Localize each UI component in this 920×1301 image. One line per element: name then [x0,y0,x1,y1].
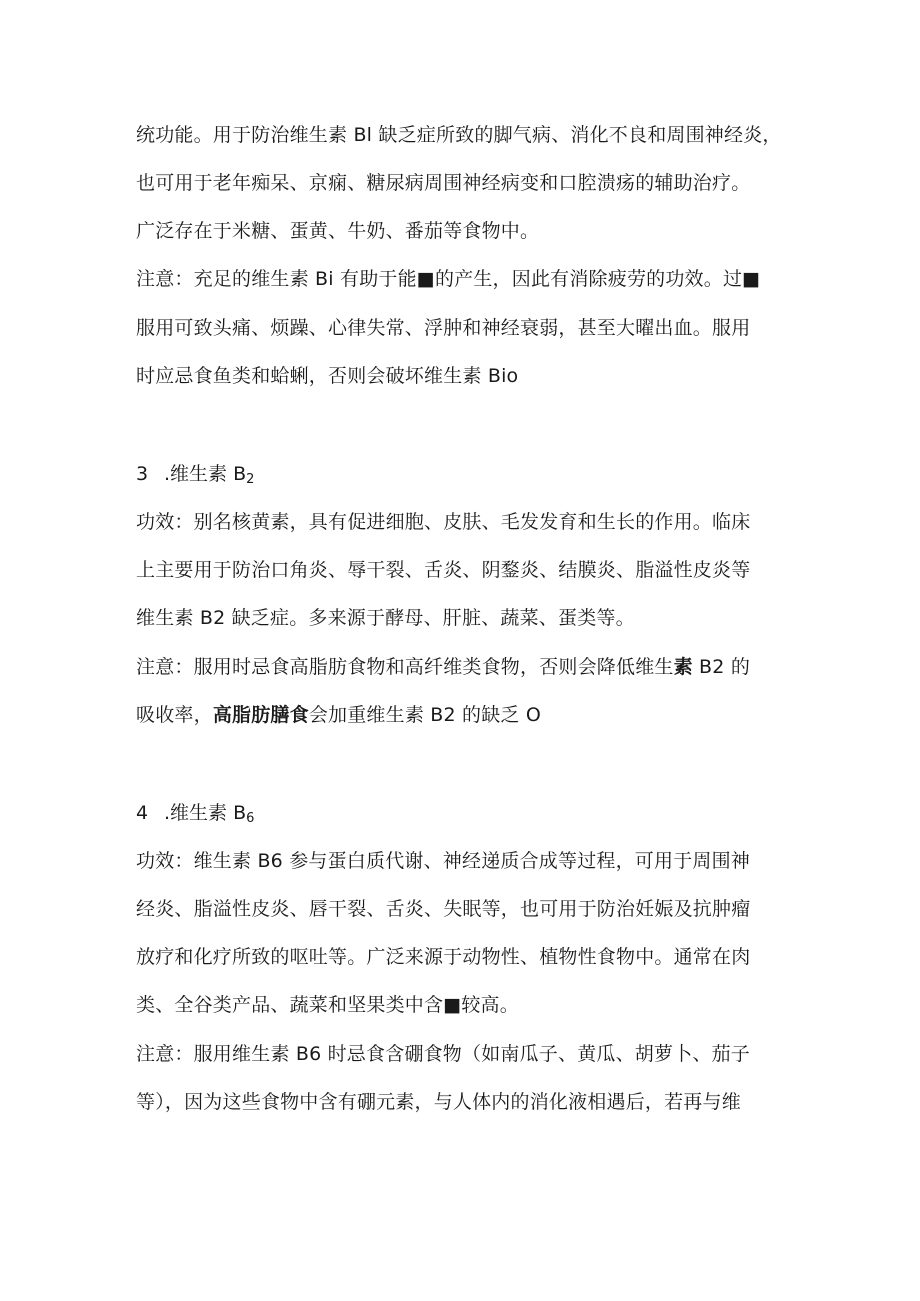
b2-note-text: 注意：服用时忌食高脂肪食物和高纤维类食物，否则会降低维生 [136,656,674,678]
b1-text-line: 广泛存在于米糖、蛋黄、牛奶、番茄等食物中。 [136,220,540,242]
b2-effect-line: 功效：别名核黄素，具有促进细胞、皮肤、毛发发育和生长的作用。临床 [136,511,751,533]
b2-note-line [136,702,826,728]
b1-note-line: 服用可致头痛、烦躁、心律失常、浮肿和神经衰弱，甚至大曜出血。服用 [136,317,751,339]
b2-note-bold: 高脂肪膳食 [212,704,309,726]
b2-effect-line: 上主要用于防治口角炎、辱干裂、舌炎、阴鍪炎、结膜炎、脂溢性皮炎等 [136,559,751,581]
b2-heading-subscript: 2 [246,472,255,487]
b2-note-text: B2 的 [692,656,751,678]
b6-effect-line: 功效：维生素 B6 参与蛋白质代谢、神经递质合成等过程，可用于周围神 [136,850,751,872]
b2-heading-text: .维生素 B [164,463,247,485]
b2-note-text: 会加重维生素 B2 的缺乏 O [308,704,542,726]
b6-heading-subscript: 6 [246,811,255,826]
b2-heading-number: 3 [136,463,149,485]
b1-note-line: 时应忌食鱼类和蛤蜊，否则会破坏维生素 Bio [136,365,519,387]
b6-effect-line: 经炎、脂溢性皮炎、唇干裂、舌炎、失眠等，也可用于防治妊娠及抗肿瘤 [136,898,751,920]
b6-heading-number: 4 [136,802,149,824]
b1-text-line: 统功能。用于防治维生素 Bl 缺乏症所致的脚气病、消化不良和周围神经炎， [136,124,782,146]
b6-effect-line: 类、全谷类产品、蔬菜和坚果类中含■较高。 [136,994,519,1016]
b2-note-bold: 素 [673,656,693,678]
b2-heading [136,461,254,493]
b6-heading [136,800,254,832]
b2-effect-line: 维生素 B2 缺乏症。多来源于酵母、肝脏、蔬菜、蛋类等。 [136,607,635,629]
b1-text-line: 也可用于老年痴呆、京痫、糖尿病周围神经病变和口腔溃疡的辅助治疗。 [136,172,751,194]
b6-heading-text: .维生素 B [164,802,247,824]
b6-note-line: 注意：服用维生素 B6 时忌食含硼食物（如南瓜子、黄瓜、胡萝卜、茄子 [136,1043,751,1065]
b2-note-line [136,654,826,680]
b6-note-line: 等），因为这些食物中含有硼元素，与人体内的消化液相遇后，若再与维 [136,1091,741,1113]
b1-note-line: 注意：充足的维生素 Bi 有助于能■的产生，因此有消除疲劳的功效。过■ [136,268,761,290]
b6-effect-line: 放疗和化疗所致的呕吐等。广泛来源于动物性、植物性食物中。通常在肉 [136,946,751,968]
b2-note-text: 吸收率， [136,704,213,726]
